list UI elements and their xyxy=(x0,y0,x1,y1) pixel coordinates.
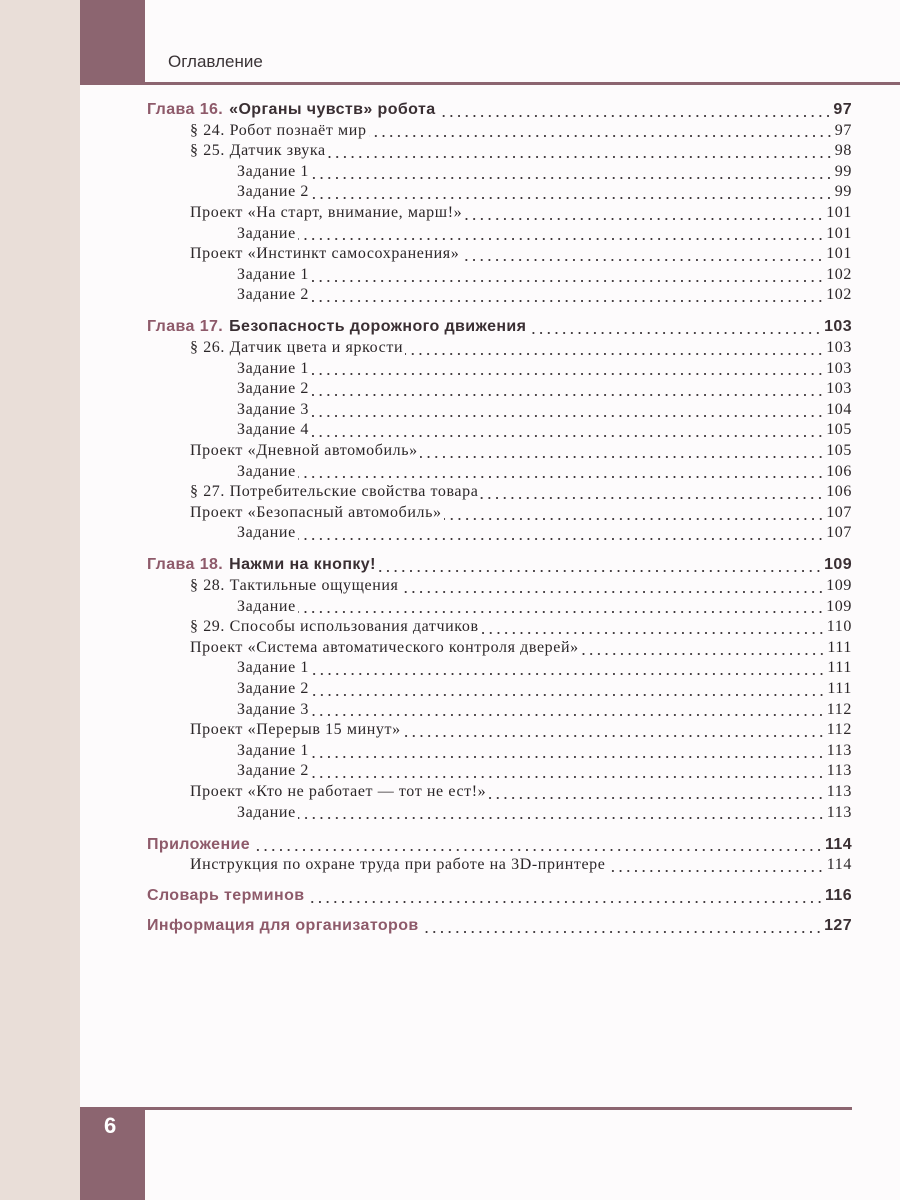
entry-title: Задание xyxy=(237,462,296,480)
entry-title: Задание 3 xyxy=(237,700,309,718)
entry-page: 127 xyxy=(824,917,852,935)
toc-entry xyxy=(147,225,852,246)
toc-entry xyxy=(147,380,852,401)
entry-title: Задание xyxy=(237,224,296,242)
dot-leader xyxy=(311,775,825,779)
toc-chapter-entry xyxy=(147,556,852,577)
toc-entry xyxy=(147,122,852,143)
dot-leader xyxy=(328,155,833,159)
entry-title: Проект «На старт, внимание, марш!» xyxy=(190,203,463,221)
entry-page: 111 xyxy=(827,638,852,656)
dot-leader xyxy=(311,299,824,303)
dot-leader xyxy=(311,672,825,676)
entry-page: 97 xyxy=(834,121,852,139)
entry-title: Проект «Перерыв 15 минут» xyxy=(190,721,401,739)
entry-page: 102 xyxy=(826,286,852,304)
entry-title: Задание 4 xyxy=(237,421,309,439)
dot-leader xyxy=(311,176,833,180)
entry-title: «Органы чувств» робота xyxy=(229,101,436,118)
entry-page: 112 xyxy=(826,721,852,739)
entry-page: 104 xyxy=(826,400,852,418)
dot-leader xyxy=(401,590,825,594)
toc-entry xyxy=(147,442,852,463)
entry-title: § 26. Датчик цвета и яркости xyxy=(190,339,404,357)
entry-title: Приложение xyxy=(147,835,251,853)
toc-entry xyxy=(147,266,852,287)
toc-entry xyxy=(147,339,852,360)
page-number: 6 xyxy=(104,1113,117,1138)
entry-page: 103 xyxy=(826,359,852,377)
entry-title: Проект «Дневной автомобиль» xyxy=(190,442,418,459)
dot-leader xyxy=(461,258,824,262)
entry-page: 101 xyxy=(826,245,852,263)
entry-page: 109 xyxy=(826,597,852,615)
entry-page: 110 xyxy=(826,618,852,636)
entry-page: 103 xyxy=(826,380,852,398)
entry-page: 103 xyxy=(826,339,852,357)
dot-leader xyxy=(311,693,825,697)
dot-leader xyxy=(311,279,824,283)
dot-leader xyxy=(405,352,824,356)
toc-chapter-entry xyxy=(147,917,852,938)
entry-title: Задание 3 xyxy=(237,400,309,418)
toc-entry xyxy=(147,204,852,225)
entry-title: Задание xyxy=(237,597,296,615)
toc-entry xyxy=(147,245,852,266)
toc-entry xyxy=(147,142,852,163)
entry-page: 111 xyxy=(827,659,852,677)
dot-leader xyxy=(481,631,825,635)
entry-page: 99 xyxy=(834,183,852,201)
entry-page: 114 xyxy=(826,856,852,874)
entry-page: 105 xyxy=(826,442,852,459)
entry-page: 113 xyxy=(826,783,852,800)
dot-leader xyxy=(420,455,824,459)
toc-entry xyxy=(147,463,852,484)
toc-entry xyxy=(147,524,852,545)
dot-leader xyxy=(252,848,823,852)
entry-title: Задание xyxy=(237,803,296,821)
entry-title: Проект «Инстинкт самосохранения» xyxy=(190,245,460,263)
chapter-number: Глава 17. xyxy=(147,318,224,336)
entry-title: Задание 2 xyxy=(237,183,309,201)
entry-title: Нажми на кнопку! xyxy=(229,556,376,574)
entry-title: Задание xyxy=(237,524,296,542)
entry-title: Задание 1 xyxy=(237,162,309,180)
entry-title: § 27. Потребительские свойства товара xyxy=(190,483,479,501)
dot-leader xyxy=(298,537,824,541)
entry-title: Задание 1 xyxy=(237,659,309,677)
entry-title: Задание 2 xyxy=(237,680,309,698)
dot-leader xyxy=(298,475,824,479)
header-color-block xyxy=(80,0,145,83)
footer-rule xyxy=(80,1107,852,1110)
entry-page: 98 xyxy=(834,142,852,160)
toc-entry xyxy=(147,701,852,722)
dot-leader xyxy=(311,713,825,717)
dot-leader xyxy=(311,372,824,376)
entry-title: Задание 1 xyxy=(237,265,309,283)
dot-leader xyxy=(298,610,824,614)
toc-chapter-entry xyxy=(147,318,852,339)
entry-title: Задание 2 xyxy=(237,286,309,304)
entry-page: 109 xyxy=(824,556,852,574)
entry-page: 99 xyxy=(834,162,852,180)
toc-entry xyxy=(147,659,852,680)
entry-page: 97 xyxy=(833,101,852,118)
dot-leader xyxy=(528,331,822,335)
entry-title: Проект «Кто не работает — тот не ест!» xyxy=(190,783,487,800)
dot-leader xyxy=(464,217,824,221)
toc-entry xyxy=(147,504,852,525)
toc-chapter-entry xyxy=(147,887,852,908)
toc-entry xyxy=(147,401,852,422)
dot-leader xyxy=(311,434,824,438)
dot-leader xyxy=(607,869,824,873)
page-margin xyxy=(0,0,80,1200)
entry-page: 102 xyxy=(826,265,852,283)
toc-entry xyxy=(147,680,852,701)
dot-leader xyxy=(438,114,832,118)
entry-page: 113 xyxy=(826,803,852,821)
toc-entry xyxy=(147,783,852,804)
entry-title: Словарь терминов xyxy=(147,886,305,904)
entry-page: 106 xyxy=(826,483,852,501)
toc-entry xyxy=(147,360,852,381)
entry-page: 116 xyxy=(824,886,852,904)
dot-leader xyxy=(298,816,825,820)
dot-leader xyxy=(444,517,825,521)
entry-page: 114 xyxy=(824,835,852,853)
toc-chapter-entry xyxy=(147,836,852,857)
dot-leader xyxy=(311,414,824,418)
dot-leader xyxy=(480,496,824,500)
entry-title: § 25. Датчик звука xyxy=(190,142,326,160)
dot-leader xyxy=(378,569,822,573)
entry-title: Задание 2 xyxy=(237,380,309,398)
chapter-number: Глава 16. xyxy=(147,101,224,118)
header-rule xyxy=(80,82,900,85)
entry-title: Задание 1 xyxy=(237,359,309,377)
entry-title: Инструкция по охране труда при работе на 3D-принтере xyxy=(190,856,606,874)
entry-page: 107 xyxy=(826,524,852,542)
toc-entry xyxy=(147,742,852,763)
dot-leader xyxy=(369,134,833,138)
entry-page: 101 xyxy=(826,203,852,221)
entry-title: Информация для организаторов xyxy=(147,917,419,935)
toc-chapter-entry xyxy=(147,101,852,122)
entry-page: 113 xyxy=(826,741,852,759)
dot-leader xyxy=(403,734,825,738)
entry-title: § 29. Способы использования датчиков xyxy=(190,618,479,636)
entry-page: 111 xyxy=(827,680,852,698)
entry-title: Проект «Система автоматического контроля дверей» xyxy=(190,638,579,656)
toc-entry xyxy=(147,163,852,184)
entry-page: 109 xyxy=(826,577,852,595)
dot-leader xyxy=(311,755,825,759)
chapter-number: Глава 18. xyxy=(147,556,224,574)
toc-entry xyxy=(147,598,852,619)
dot-leader xyxy=(421,930,822,934)
entry-title: Задание 1 xyxy=(237,741,309,759)
entry-title: Проект «Безопасный автомобиль» xyxy=(190,503,442,521)
dot-leader xyxy=(488,796,825,800)
entry-title: § 24. Робот познаёт мир xyxy=(190,121,367,139)
toc-entry xyxy=(147,762,852,783)
dot-leader xyxy=(311,393,824,397)
entry-page: 106 xyxy=(826,462,852,480)
running-header-title: Оглавление xyxy=(168,52,263,71)
toc-entry xyxy=(147,286,852,307)
toc-entry xyxy=(147,639,852,660)
dot-leader xyxy=(298,237,824,241)
dot-leader xyxy=(307,900,823,904)
dot-leader xyxy=(311,196,833,200)
entry-title: § 28. Тактильные ощущения xyxy=(190,577,399,595)
entry-title: Задание 2 xyxy=(237,762,309,780)
toc-entry xyxy=(147,721,852,742)
toc-entry xyxy=(147,421,852,442)
toc-entry xyxy=(147,856,852,877)
table-of-contents xyxy=(147,101,852,938)
entry-title: Безопасность дорожного движения xyxy=(229,318,527,336)
toc-entry xyxy=(147,483,852,504)
entry-page: 101 xyxy=(826,224,852,242)
toc-entry xyxy=(147,577,852,598)
toc-entry xyxy=(147,804,852,825)
toc-entry xyxy=(147,618,852,639)
entry-page: 107 xyxy=(826,503,852,521)
entry-page: 105 xyxy=(826,421,852,439)
toc-entry xyxy=(147,183,852,204)
entry-page: 103 xyxy=(824,318,852,336)
entry-page: 113 xyxy=(826,762,852,780)
entry-page: 112 xyxy=(826,700,852,718)
dot-leader xyxy=(581,652,826,656)
